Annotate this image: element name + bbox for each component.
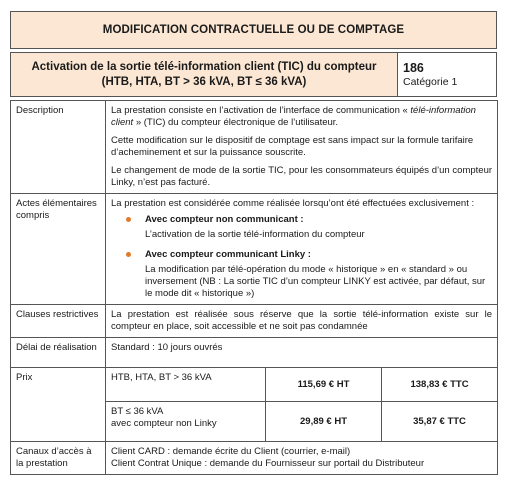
actes-item-title: Avec compteur non communicant :	[145, 214, 304, 225]
actes-item-text: L’activation de la sortie télé-information du compteur	[145, 229, 365, 240]
title-row	[10, 52, 497, 97]
price-row-label: HTB, HTA, BT > 36 kVA	[106, 368, 266, 402]
price-ht: 29,89 € HT	[266, 402, 382, 442]
service-title-line1: Activation de la sortie télé-information client (TIC) du compteur	[31, 60, 377, 73]
price-row-label-line1: BT ≤ 36 kVA	[111, 406, 164, 417]
actes-label: Actes élémentaires compris	[11, 194, 106, 305]
price-row-label	[106, 402, 266, 442]
canaux-cell	[106, 442, 498, 475]
service-title-line2: (HTB, HTA, BT > 36 kVA, BT ≤ 36 kVA)	[101, 75, 307, 88]
canaux-line2: Client Contrat Unique : demande du Fournisseur sur portail du Distributeur	[111, 458, 425, 469]
price-ttc: 138,83 € TTC	[382, 368, 498, 402]
row-delai	[11, 338, 498, 368]
row-actes	[11, 194, 498, 305]
delai-label: Délai de réalisation	[11, 338, 106, 368]
price-ttc: 35,87 € TTC	[382, 402, 498, 442]
row-canaux	[11, 442, 498, 475]
description-p3: Le changement de mode de la sortie TIC, pour les consommateurs équipés d’un compteur Linky, n’est pas facturé.	[111, 165, 493, 188]
bullet-dot-icon	[126, 217, 131, 222]
bullet-dot-icon	[126, 252, 131, 257]
actes-item-title: Avec compteur communicant Linky :	[145, 249, 311, 260]
description-p1-start: La prestation consiste en l’activation de l’interface de communication «	[111, 105, 411, 116]
service-sheet	[10, 11, 497, 475]
price-ht: 115,69 € HT	[266, 368, 382, 402]
description-cell	[106, 101, 498, 194]
canaux-label: Canaux d’accès à la prestation	[11, 442, 106, 475]
description-p1-end: » (TIC) du compteur électronique de l’utilisateur.	[133, 117, 339, 128]
row-description	[11, 101, 498, 194]
description-p1-emphasis: télé-information client	[111, 105, 476, 128]
canaux-line1: Client CARD : demande écrite du Client (courrier, e-mail)	[111, 446, 351, 457]
section-header: MODIFICATION CONTRACTUELLE OU DE COMPTAGE	[10, 11, 497, 49]
list-item	[111, 214, 492, 241]
actes-list	[111, 214, 492, 300]
actes-item-text: La modification par télé-opération du mode « historique » en « standard » ou inversement (NB : La sortie TIC d’un compteur LINKY est activée, par défaut, sur le mode dit « historique »)	[145, 264, 486, 299]
service-code-box	[397, 52, 497, 97]
clauses-label: Clauses restrictives	[11, 305, 106, 338]
actes-intro: La prestation est considérée comme réalisée lorsqu’ont été effectuées exclusivement :	[111, 198, 475, 209]
prix-label: Prix	[11, 368, 106, 442]
service-category: Catégorie 1	[403, 75, 458, 88]
clauses-text: La prestation est réalisée sous réserve que la sortie télé-information existe sur le compteur en place, soit accessible et ne soit pas condamnée	[106, 305, 498, 338]
service-title	[10, 52, 397, 97]
description-p2: Cette modification sur le dispositif de comptage est sans impact sur la formule tarifaire d’acheminement et sur la puissance souscrite.	[111, 135, 474, 158]
description-p1	[111, 105, 492, 129]
list-item	[111, 249, 492, 300]
row-prix-1	[11, 368, 498, 402]
details-table	[10, 100, 498, 475]
service-code: 186	[403, 60, 424, 75]
price-row-label-line2: avec compteur non Linky	[111, 418, 217, 429]
row-clauses	[11, 305, 498, 338]
actes-cell	[106, 194, 498, 305]
description-label: Description	[11, 101, 106, 194]
delai-text: Standard : 10 jours ouvrés	[106, 338, 498, 368]
